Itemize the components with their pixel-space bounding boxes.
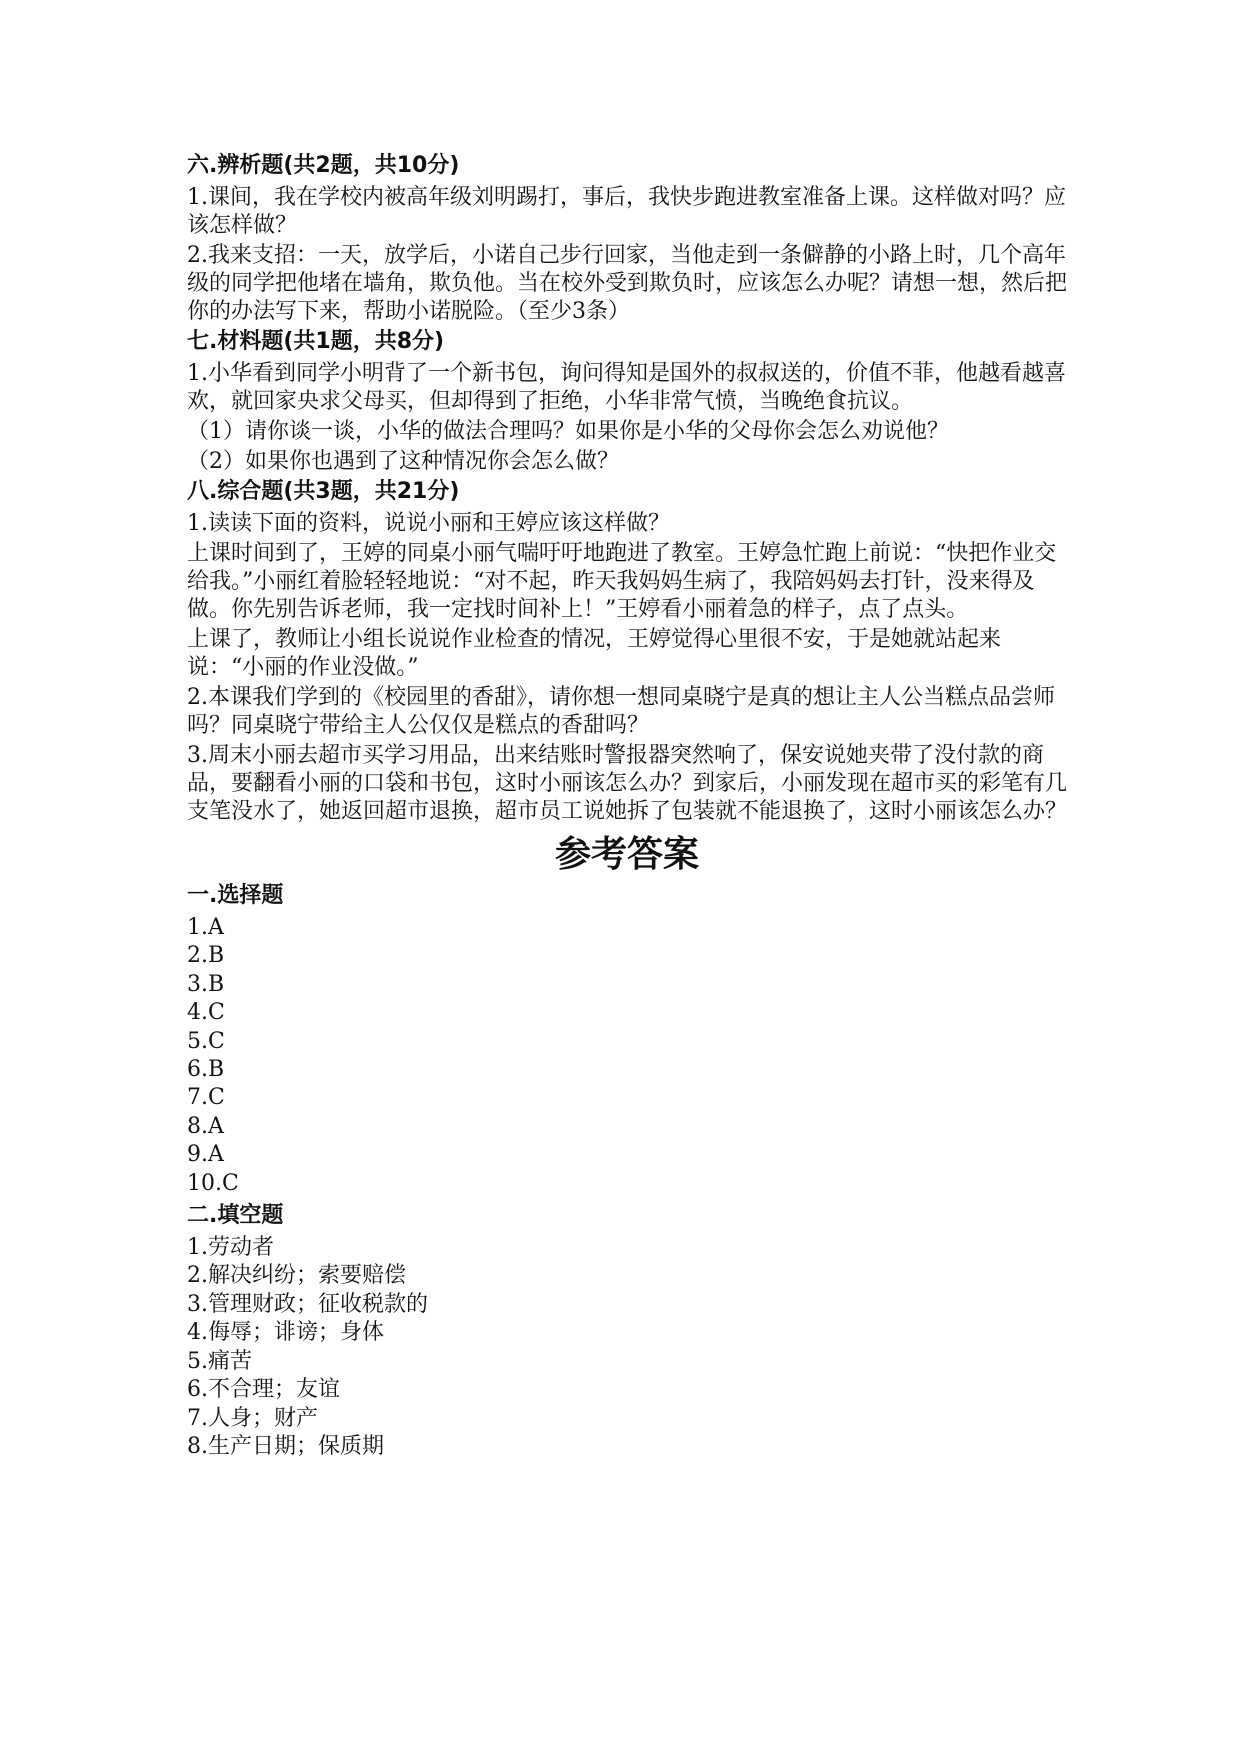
answer-fill-list bbox=[187, 1234, 1067, 1461]
answer-item: 1.劳动者 bbox=[187, 1235, 274, 1261]
section-8-heading: 八.综合题(共3题，共21分) bbox=[187, 479, 460, 504]
question-7-1-sub-2: （2）如果你也遇到了这种情况你会怎么做？ bbox=[187, 449, 619, 474]
answer-key-title: 参考答案 bbox=[554, 834, 699, 875]
answer-fill-heading: 二.填空题 bbox=[187, 1203, 284, 1229]
answer-choice-list bbox=[187, 914, 1067, 1198]
answer-item: 7.C bbox=[187, 1085, 225, 1111]
answer-item: 4.C bbox=[187, 1000, 225, 1026]
answer-item: 9.A bbox=[187, 1142, 224, 1168]
answer-item: 8.生产日期；保质期 bbox=[187, 1433, 384, 1459]
question-6-1: 1.课间，我在学校内被高年级刘明踢打，事后，我快步跑进教室准备上课。这样做对吗？应该怎样做？ bbox=[187, 185, 1066, 238]
question-8-1-material-1: 上课时间到了，王婷的同桌小丽气喘吁吁地跑进了教室。王婷急忙跑上前说：“快把作业交给我。”小丽红着脸轻轻地说：“对不起，昨天我妈妈生病了，我陪妈妈去打针，没来得及做。你先别告诉老师，我一定找时间补上！”王婷看小丽着急的样子，点了点头。 bbox=[187, 541, 1057, 622]
answer-item: 3.管理财政；征收税款的 bbox=[187, 1291, 428, 1317]
answer-item: 6.不合理；友谊 bbox=[187, 1377, 340, 1403]
question-7-1-sub-1: （1）请你谈一谈，小华的做法合理吗？如果你是小华的父母你会怎么劝说他？ bbox=[187, 419, 949, 444]
question-8-1: 1.读读下面的资料，说说小丽和王婷应该这样做？ bbox=[187, 511, 670, 536]
answer-item: 2.B bbox=[187, 943, 225, 969]
section-7-heading: 七.材料题(共1题，共8分) bbox=[187, 329, 445, 354]
question-7-1: 1.小华看到同学小明背了一个新书包，询问得知是国外的叔叔送的，价值不菲，他越看越喜欢，就回家央求父母买，但却得到了拒绝，小华非常气愤，当晚绝食抗议。 bbox=[187, 361, 1066, 414]
question-8-1-material-2: 上课了，教师让小组长说说作业检查的情况，王婷觉得心里很不安，于是她就站起来说：“小丽的作业没做。” bbox=[187, 627, 1002, 680]
answer-item: 1.A bbox=[187, 915, 224, 940]
answer-item: 10.C bbox=[187, 1170, 239, 1196]
answer-choice-heading: 一.选择题 bbox=[187, 883, 284, 908]
answer-item: 6.B bbox=[187, 1057, 225, 1083]
section-6-heading: 六.辨析题(共2题，共10分) bbox=[187, 153, 460, 178]
answer-item: 5.痛苦 bbox=[187, 1348, 252, 1374]
answer-item: 8.A bbox=[187, 1113, 224, 1139]
answer-item: 4.侮辱；诽谤；身体 bbox=[187, 1320, 384, 1346]
question-8-2: 2.本课我们学到的《校园里的香甜》，请你想一想同桌晓宁是真的想让主人公当糕点品尝师吗？同桌晓宁带给主人公仅仅是糕点的香甜吗？ bbox=[187, 685, 1055, 738]
answer-item: 2.解决纠纷；索要赔偿 bbox=[187, 1263, 406, 1289]
question-6-2: 2.我来支招：一天，放学后，小诺自己步行回家，当他走到一条僻静的小路上时，几个高年级的同学把他堵在墙角，欺负他。当在校外受到欺负时，应该怎么办呢？请想一想，然后把你的办法写下来，帮助小诺脱险。（至少3条） bbox=[187, 243, 1068, 324]
answer-item: 7.人身；财产 bbox=[187, 1405, 318, 1431]
question-8-3: 3.周末小丽去超市买学习用品，出来结账时警报器突然响了，保安说她夹带了没付款的商品，要翻看小丽的口袋和书包，这时小丽该怎么办？到家后，小丽发现在超市买的彩笔有几支笔没水了，她返回超市退换，超市员工说她拆了包装就不能退换了，这时小丽该怎么办？ bbox=[187, 743, 1068, 824]
answer-item: 5.C bbox=[187, 1028, 225, 1054]
document-page bbox=[187, 152, 1067, 1461]
answer-item: 3.B bbox=[187, 971, 225, 997]
